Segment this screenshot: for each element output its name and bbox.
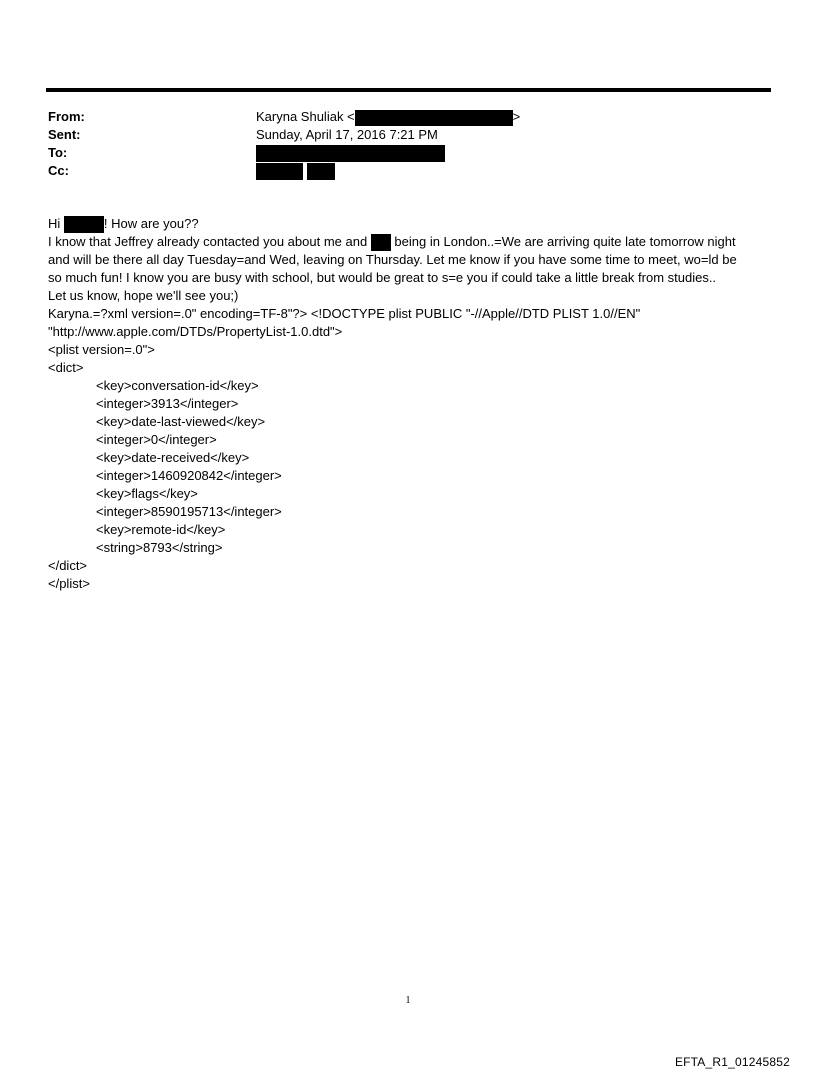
plist-entry: <integer>3913</integer> — [96, 396, 239, 411]
dict-open: <dict> — [48, 360, 84, 375]
from-label: From: — [48, 109, 85, 124]
line2-pre: I know that Jeffrey already contacted you about me and — [48, 234, 371, 249]
redacted-cc-1 — [256, 163, 303, 180]
page-number: 1 — [405, 995, 411, 1006]
email-body — [48, 215, 773, 593]
plist-entry: <key>flags</key> — [96, 486, 198, 501]
to-value — [256, 144, 445, 162]
body-line-6: Karyna.=?xml version=.0" encoding=TF-8"?> <!DOCTYPE plist PUBLIC "-//Apple//DTD PLIST 1.0//EN" — [48, 306, 641, 321]
email-header — [48, 108, 748, 180]
sent-row — [48, 126, 748, 144]
plist-entry: <string>8793</string> — [96, 540, 223, 555]
sent-value: Sunday, April 17, 2016 7:21 PM — [256, 127, 438, 142]
greeting-post: ! How are you?? — [103, 216, 199, 231]
body-line-3: and will be there all day Tuesday=and Wed, leaving on Thursday. Let me know if you have some time to meet, wo=ld be — [48, 252, 737, 267]
body-line-7: "http://www.apple.com/DTDs/PropertyList-1.0.dtd"> — [48, 324, 343, 339]
cc-label: Cc: — [48, 163, 69, 178]
plist-entry: <integer>1460920842</integer> — [96, 468, 282, 483]
greeting-pre: Hi — [48, 216, 64, 231]
redacted-name — [64, 216, 104, 233]
cc-value — [256, 162, 335, 180]
document-id: EFTA_R1_01245852 — [674, 1055, 790, 1069]
redacted-recipient — [256, 145, 445, 162]
to-row — [48, 144, 748, 162]
plist-entry: <key>remote-id</key> — [96, 522, 226, 537]
plist-entry: <integer>0</integer> — [96, 432, 217, 447]
plist-open: <plist version=.0"> — [48, 342, 155, 357]
redacted-cc-2 — [307, 163, 335, 180]
plist-close: </plist> — [48, 576, 90, 591]
line2-post: being in London..=We are arriving quite late tomorrow night — [390, 234, 736, 249]
body-line-2 — [48, 233, 773, 251]
header-rule — [46, 88, 771, 92]
to-label: To: — [48, 145, 68, 160]
from-row — [48, 108, 748, 126]
redacted-person — [371, 234, 391, 251]
plist-entry: <key>date-last-viewed</key> — [96, 414, 266, 429]
from-name: Karyna Shuliak < — [256, 109, 355, 124]
dict-close: </dict> — [48, 558, 88, 573]
plist-entry: <key>date-received</key> — [96, 450, 250, 465]
plist-entry: <integer>8590195713</integer> — [96, 504, 282, 519]
redacted-email — [355, 110, 513, 126]
greeting-line — [48, 215, 773, 233]
plist-entry: <key>conversation-id</key> — [96, 378, 259, 393]
body-line-5: Let us know, hope we'll see you;) — [48, 288, 239, 303]
sent-label: Sent: — [48, 127, 81, 142]
from-value — [256, 108, 520, 126]
from-end: > — [512, 109, 521, 124]
body-line-4: so much fun! I know you are busy with school, but would be great to s=e you if could take a little break from studies.. — [48, 270, 717, 285]
cc-row — [48, 162, 748, 180]
